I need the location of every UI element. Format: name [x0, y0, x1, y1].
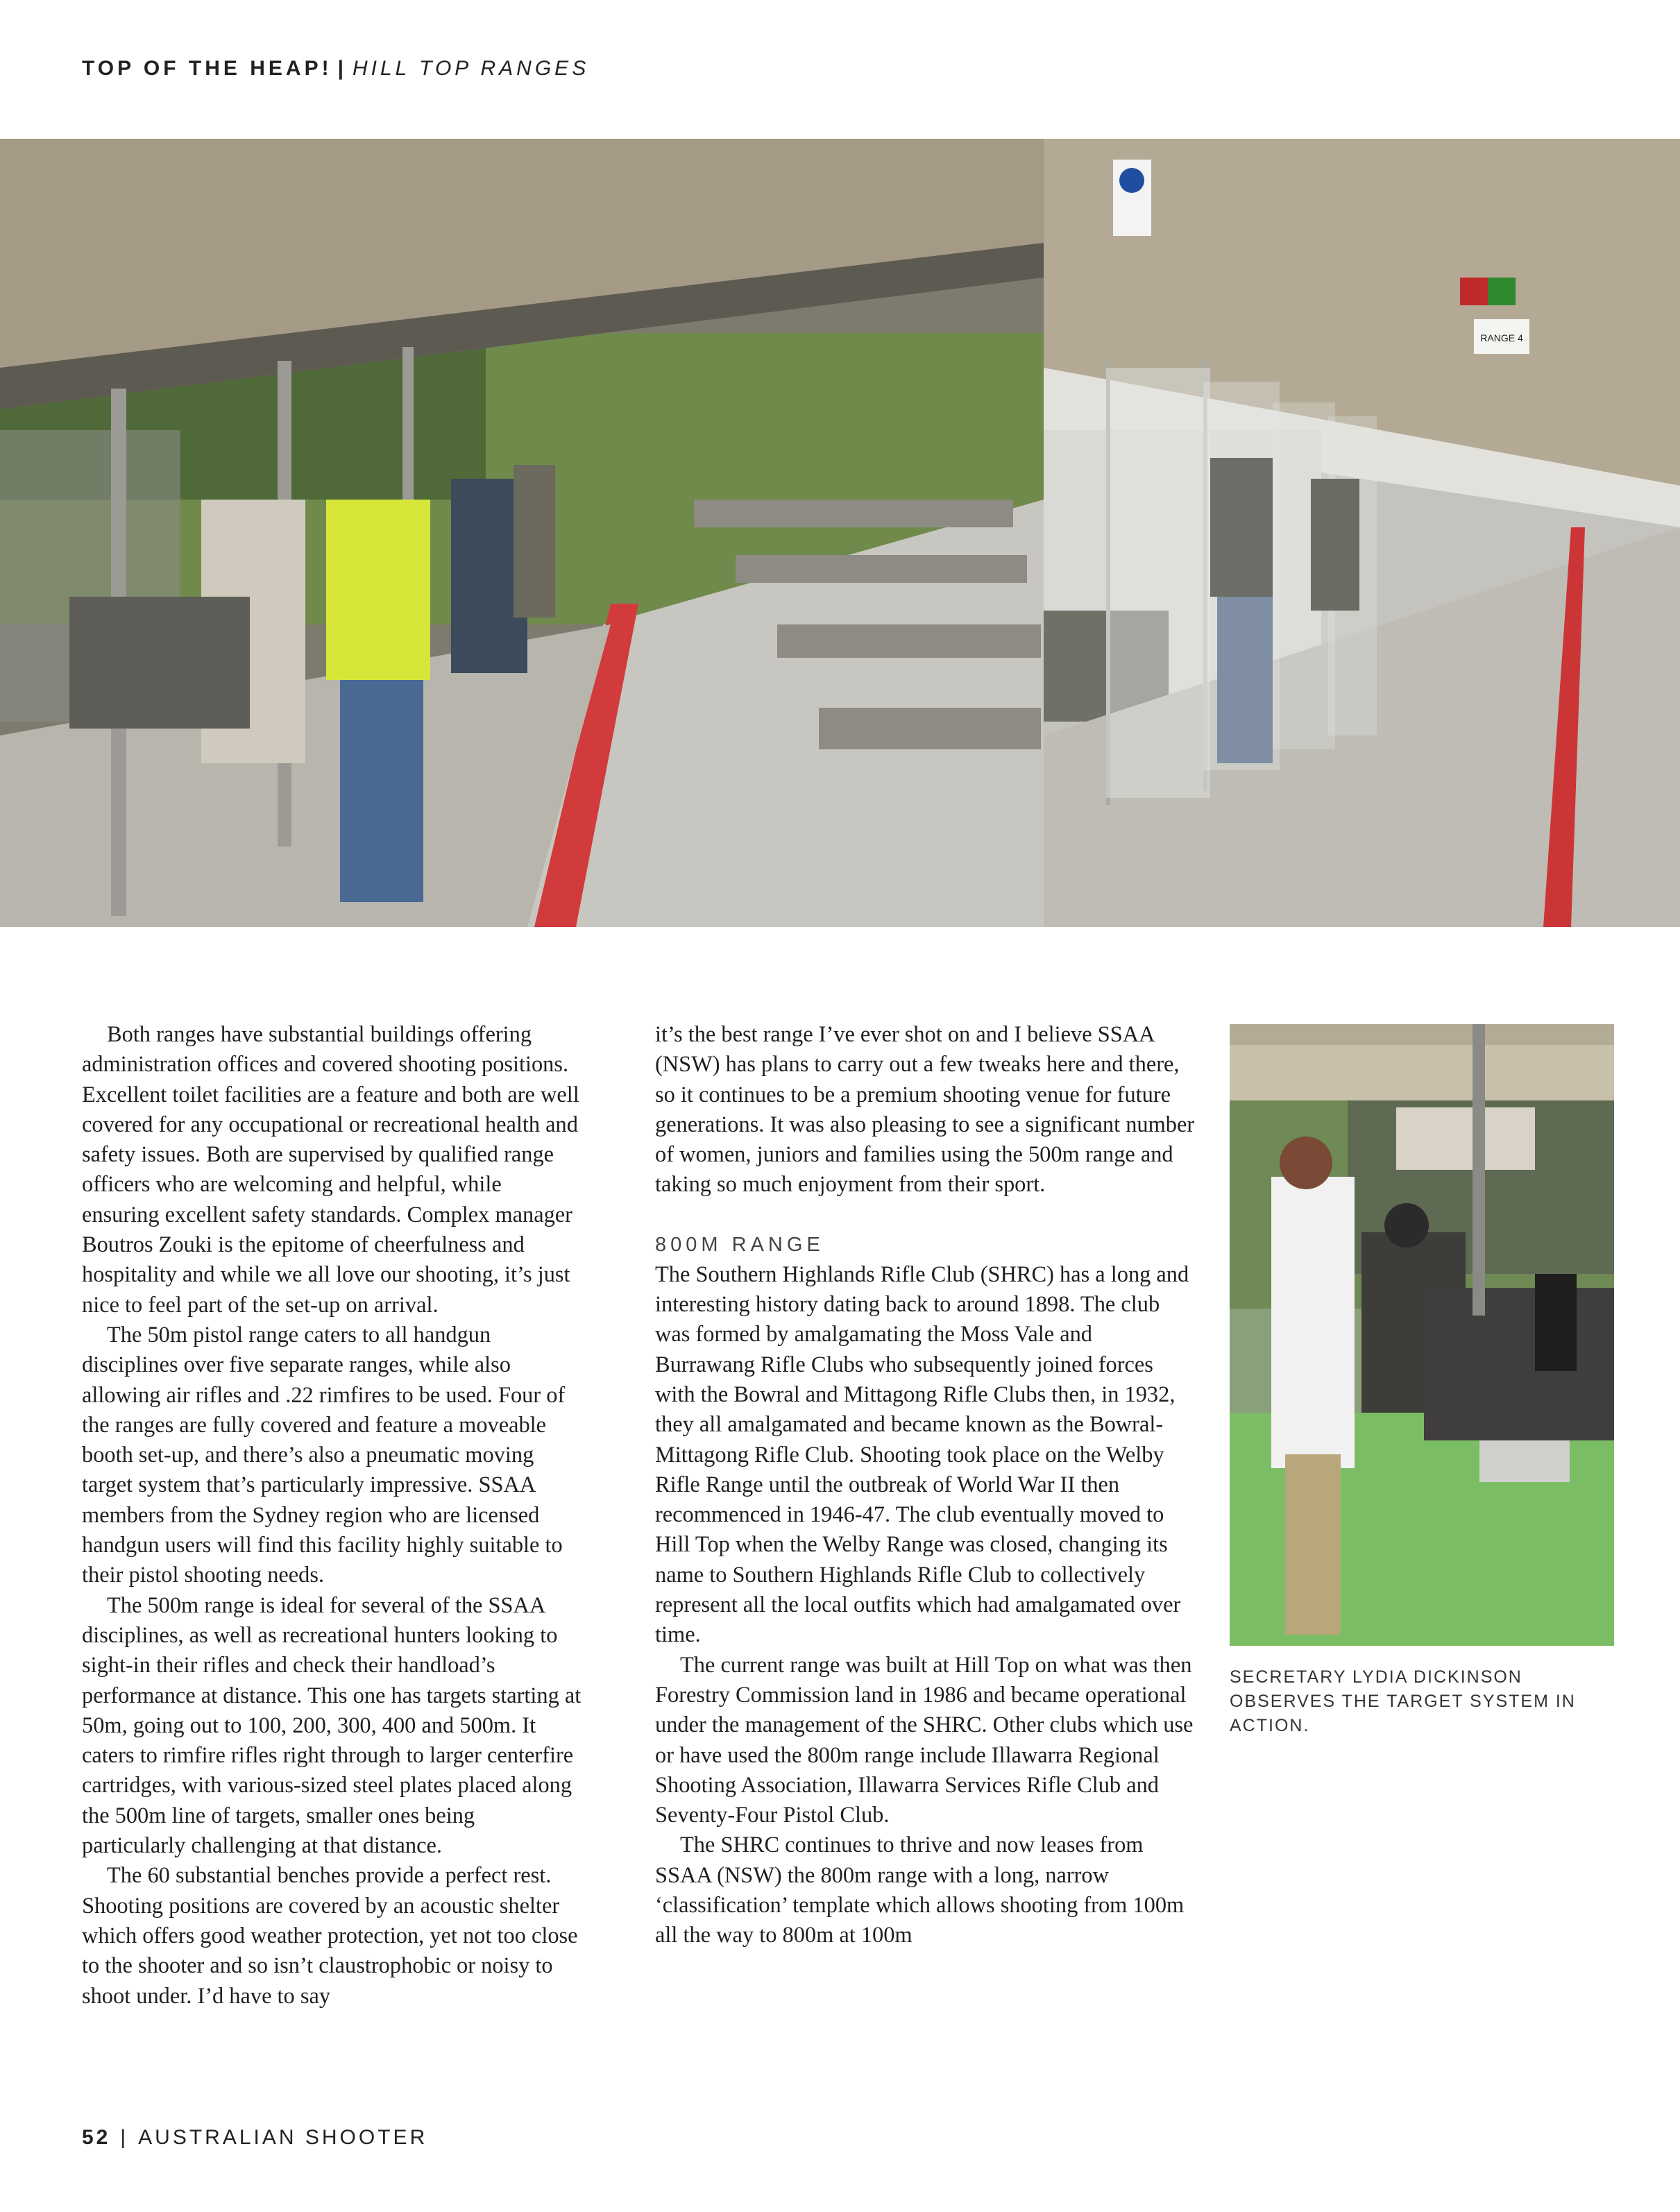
photo-caption: SECRETARY LYDIA DICKINSON OBSERVES THE TARGET SYSTEM IN ACTION. [1230, 1667, 1576, 1735]
body-paragraph: The 500m range is ideal for several of the SSAA disciplines, as well as recreational hunters looking to sight-in their rifles and check their handload’s performance at distance. This one has targets starting at 50m, going out to 100, 200, 300, 400 and 500m. It caters to rimfire rifles right through to larger centerfire cartridges, with various-sized steel plates placed along the 500m line of targets, smaller ones being particularly challenging at that distance. [82, 1592, 582, 1859]
target-system-photo [1230, 1024, 1614, 1646]
body-paragraph: The Southern Highlands Rifle Club (SHRC) has a long and interesting history dating back to around 1898. The club was formed by amalgamating the Moss Vale and Burrawang Rifle Clubs who subsequently joined forces with the Bowral and Mittagong Rifle Clubs then, in 1932, they all amalgamated and became known as the Bowral-Mittagong Rifle Club. Shooting took place on the Welby Rifle Range until the outbreak of World War II then recommenced in 1946-47. The club eventually moved to Hill Top when the Welby Range was closed, changing its name to Southern Highlands Rifle Club to collectively represent all the local outfits which had amalgamated over time. [655, 1261, 1189, 1648]
running-header [82, 57, 589, 80]
header-separator: | [337, 57, 347, 80]
section-subheading: 800M RANGE [655, 1233, 824, 1256]
body-paragraph: The 50m pistol range caters to all handgun disciplines over five separate ranges, while also allowing air rifles and .22 rimfires to be used. Four of the ranges are fully covered and feature a moveable booth set-up, and there’s also a pneumatic moving target system that’s particularly impressive. SSAA members from the Sydney region who are licensed handgun users will find this facility highly suitable to their pistol shooting needs. [82, 1322, 566, 1588]
footer-separator: | [120, 2126, 129, 2149]
body-paragraph: The 60 substantial benches provide a perfect rest. Shooting positions are covered by an acoustic shelter which offers good weather protection, yet not too close to the shooter and so isn’t claustrophobic or noisy to shoot under. I’d have to say [82, 1863, 578, 2009]
pistol-range-photo [0, 139, 1044, 927]
section-subtitle: HILL TOP RANGES [353, 57, 590, 80]
text-column-2 [655, 1020, 1196, 1951]
page-footer [82, 2126, 427, 2150]
booth-range-photo [1044, 139, 1680, 927]
body-paragraph: Both ranges have substantial buildings offering administration offices and covered shooting positions. Excellent toilet facilities are a feature and both are well covered for any occupational or recreational health and safety issues. Both are supervised by qualified range officers who are welcoming and helpful, while ensuring excellent safety standards. Complex manager Boutros Zouki is the epitome of cheerfulness and hospitality and while we all love our shooting, it’s just nice to feel part of the set-up on arrival. [82, 1022, 579, 1318]
text-column-1 [82, 1020, 582, 2011]
section-title: TOP OF THE HEAP! [82, 57, 332, 80]
body-paragraph: The SHRC continues to thrive and now leases from SSAA (NSW) the 800m range with a long, narrow ‘classification’ template which allows shooting from 100m all the way to 800m at 100m [655, 1832, 1185, 1948]
body-paragraph: The current range was built at Hill Top on what was then Forestry Commission land in 1986 and became operational under the management of the SHRC. Other clubs which use or have used the 800m range include Illawarra Regional Shooting Association, Illawarra Services Rifle Club and Seventy-Four Pistol Club. [655, 1652, 1194, 1828]
magazine-name: AUSTRALIAN SHOOTER [138, 2126, 428, 2149]
page-number: 52 [82, 2126, 111, 2149]
body-paragraph: it’s the best range I’ve ever shot on and I believe SSAA (NSW) has plans to carry out a few tweaks here and there, so it continues to be a premium shooting venue for future generations. It was also pleasing to see a significant number of women, juniors and families using the 500m range and taking so much enjoyment from their sport. [655, 1022, 1195, 1198]
range-sign: RANGE 4 [1480, 332, 1523, 343]
